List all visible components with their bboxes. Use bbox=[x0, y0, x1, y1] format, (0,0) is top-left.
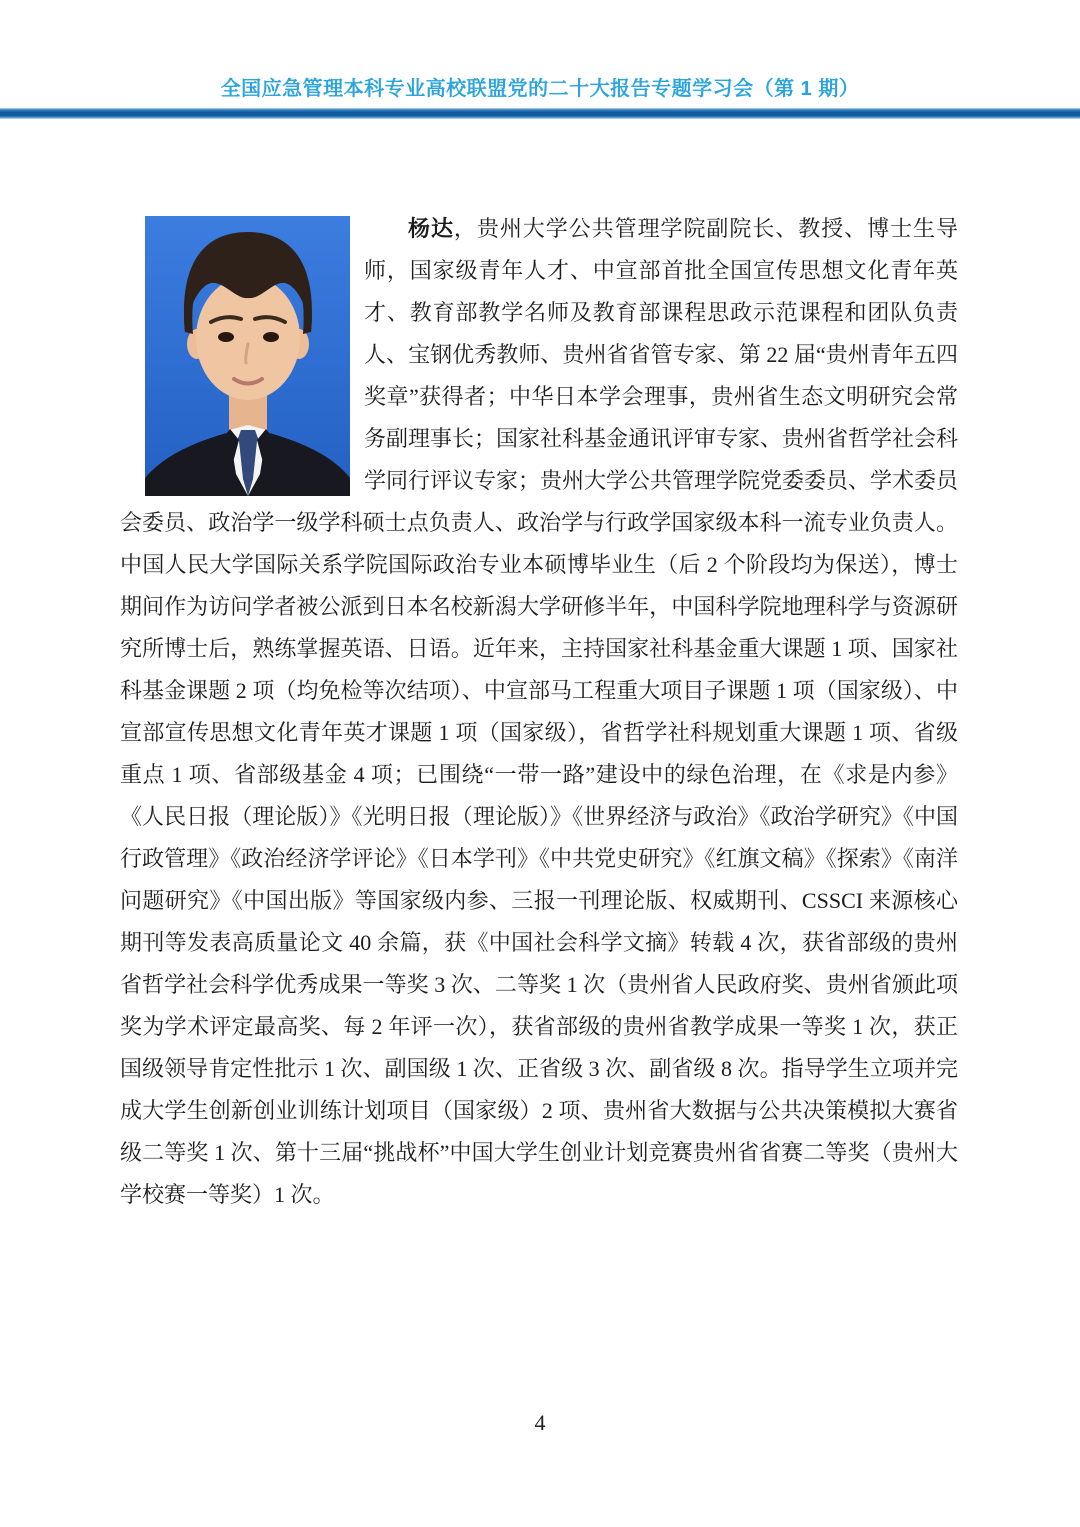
header-rule bbox=[0, 108, 1080, 119]
bio-section bbox=[120, 208, 958, 1216]
person-name: 杨达 bbox=[408, 216, 454, 241]
bio-text: ，贵州大学公共管理学院副院长、教授、博士生导师，国家级青年人才、中宣部首批全国宣传思想文化青年英才、教育部教学名师及教育部课程思政示范课程和团队负责人、宝钢优秀教师、贵州省省管专家、第 22 届“贵州青年五四奖章”获得者；中华日本学会理事，贵州省生态文明研究会常务副理事长；国家社科基金通讯评审专家、贵州省哲学社会科学同行评议专家；贵州大学公共管理学院党委委员、学术委员会委员、政治学一级学科硕士点负责人、政治学与行政学国家级本科一流专业负责人。中国人民大学国际关系学院国际政治专业本硕博毕业生（后 2 个阶段均为保送），博士期间作为访问学者被公派到日本名校新潟大学研修半年，中国科学院地理科学与资源研究所博士后，熟练掌握英语、日语。近年来，主持国家社科基金重大课题 1 项、国家社科基金课题 2 项（均免检等次结项）、中宣部马工程重大项目子课题 1 项（国家级）、中宣部宣传思想文化青年英才课题 1 项（国家级），省哲学社科规划重大课题 1 项、省级重点 1 项、省部级基金 4 项；已围绕“一带一路”建设中的绿色治理，在《求是内参》《人民日报（理论版）》《光明日报（理论版）》《世界经济与政治》《政治学研究》《中国行政管理》《政治经济学评论》《日本学刊》《中共党史研究》《红旗文稿》《探索》《南洋问题研究》《中国出版》等国家级内参、三报一刊理论版、权威期刊、CSSCI 来源核心期刊等发表高质量论文 40 余篇，获《中国社会科学文摘》转载 4 次，获省部级的贵州省哲学社会科学优秀成果一等奖 3 次、二等奖 1 次（贵州省人民政府奖、贵州省颁此项奖为学术评定最高奖、每 2 年评一次），获省部级的贵州省教学成果一等奖 1 次，获正国级领导肯定性批示 1 次、副国级 1 次、正省级 3 次、副省级 8 次。指导学生立项并完成大学生创新创业训练计划项目（国家级）2 项、贵州省大数据与公共决策模拟大赛省级二等奖 1 次、第十三届“挑战杯”中国大学生创业计划竞赛贵州省省赛二等奖（贵州大学校赛一等奖）1 次。 bbox=[120, 216, 959, 1207]
portrait-photo bbox=[145, 216, 350, 496]
header-title: 全国应急管理本科专业高校联盟党的二十大报告专题学习会（第 1 期） bbox=[220, 78, 860, 100]
page-footer bbox=[0, 1410, 1080, 1436]
page-number: 4 bbox=[534, 1410, 546, 1435]
portrait-photo-illustration bbox=[145, 216, 350, 496]
